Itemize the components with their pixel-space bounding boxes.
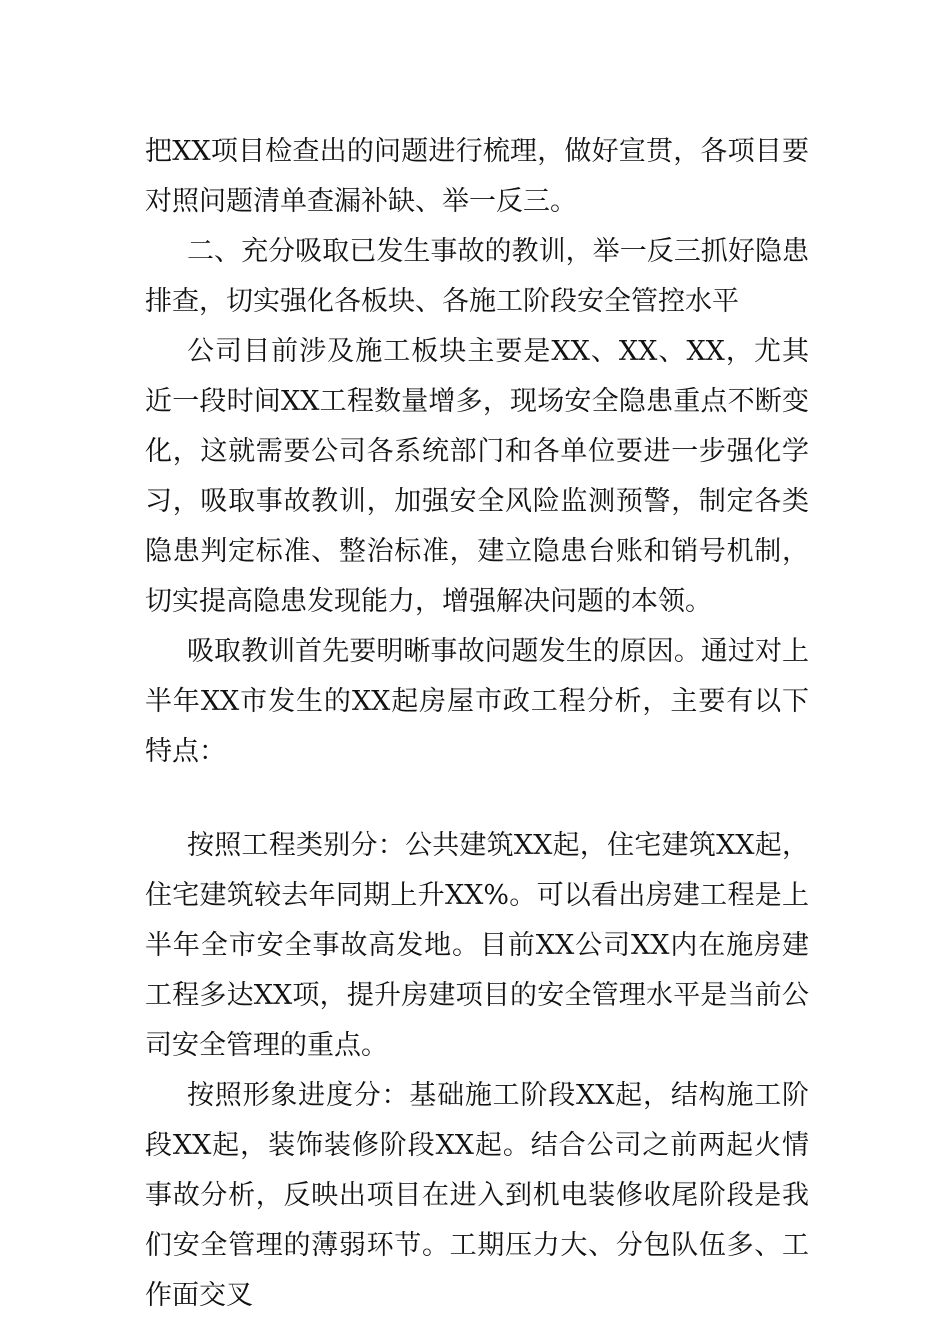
paragraph-5: 按照工程类别分：公共建筑XX起，住宅建筑XX起，住宅建筑较去年同期上升XX%。可以看出房建工程是上半年全市安全事故高发地。目前XX公司XX内在施房建工程多达XX项，提升房建项目的安全管理水平是当前公司安全管理的重点。 [145, 830, 809, 1061]
paragraph-3: 公司目前涉及施工板块主要是XX、XX、XX，尤其近一段时间XX工程数量增多，现场安全隐患重点不断变化，这就需要公司各系统部门和各单位要进一步强化学习，吸取事故教训，加强安全风险监测预警，制定各类隐患判定标准、整治标准，建立隐患台账和销号机制，切实提高隐患发现能力，增强解决问题的本领。 [145, 336, 809, 617]
paragraph-6: 按照形象进度分：基础施工阶段XX起，结构施工阶段XX起，装饰装修阶段XX起。结合公司之前两起火情事故分析，反映出项目在进入到机电装修收尾阶段是我们安全管理的薄弱环节。工期压力大、分包队伍多、工作面交叉 [145, 1080, 809, 1311]
section-heading-2: 二、充分吸取已发生事故的教训，举一反三抓好隐患排查，切实强化各板块、各施工阶段安全管控水平 [145, 236, 809, 317]
paragraph-4: 吸取教训首先要明晰事故问题发生的原因。通过对上半年XX市发生的XX起房屋市政工程分析，主要有以下特点： [145, 636, 809, 767]
paragraph-spacer [145, 777, 809, 821]
paragraph-1: 把XX项目检查出的问题进行梳理，做好宣贯，各项目要对照问题清单查漏补缺、举一反三。 [145, 136, 809, 217]
document-body [145, 127, 809, 1321]
